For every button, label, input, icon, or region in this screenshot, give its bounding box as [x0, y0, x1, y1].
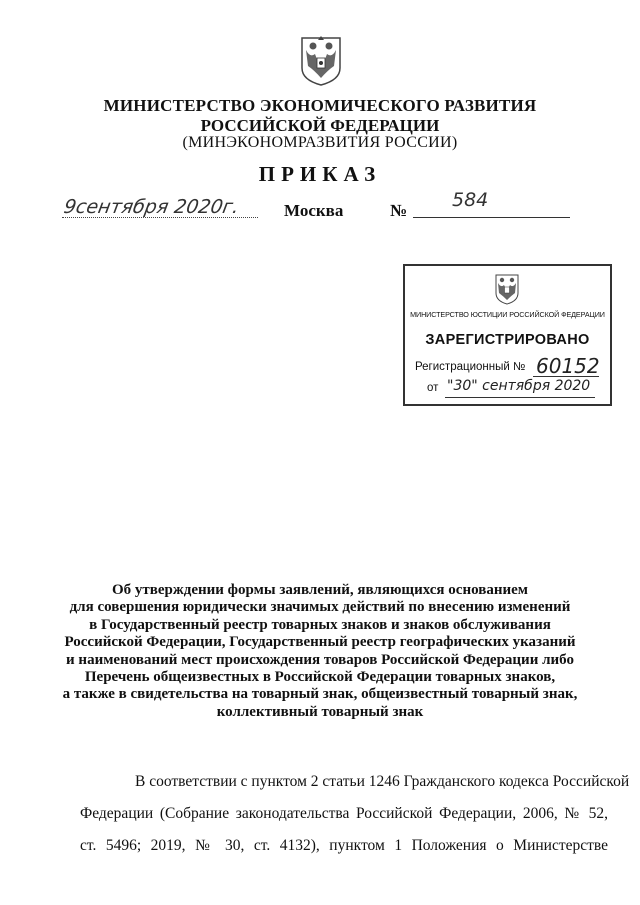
body-line: Федерации (Собрание законодательства Российской Федерации, 2006, № 52,	[80, 805, 608, 822]
document-type-title: ПРИКАЗ	[258, 162, 382, 186]
ministry-name-line2: РОССИЙСКОЙ ФЕДЕРАЦИИ	[200, 116, 440, 135]
subject-line: Об утверждении формы заявлений, являющихся основанием	[111, 582, 528, 598]
order-number-handwritten: 584	[452, 189, 489, 211]
subject-line: и наименований мест происхождения товаров Российской Федерации либо	[66, 651, 574, 668]
registration-stamp	[403, 264, 612, 406]
ministry-name-line1: МИНИСТЕРСТВО ЭКОНОМИЧЕСКОГО РАЗВИТИЯ	[103, 96, 537, 115]
stamp-reg-number-label: Регистрационный №	[415, 361, 526, 373]
body-line: ст. 5496; 2019, № 30, ст. 4132), пунктом 1 Положения о Министерстве	[80, 837, 608, 854]
stamp-from-date-value: "30" сентября 2020	[447, 378, 591, 394]
subject-line: Российской Федерации, Государственный реестр географических указаний	[64, 634, 576, 651]
subject-line: в Государственный реестр товарных знаков и знаков обслуживания	[89, 616, 551, 633]
ministry-short-name: (МИНЭКОНОМРАЗВИТИЯ РОССИИ)	[182, 134, 458, 151]
subject-line: для совершения юридически значимых действий по внесению изменений	[69, 599, 571, 616]
order-body	[80, 766, 630, 862]
subject-line: коллективный товарный знак	[216, 703, 424, 720]
number-underline	[413, 217, 570, 218]
date-underline	[62, 217, 258, 218]
order-number-label: №	[390, 201, 408, 220]
stamp-reg-number-value: 60152	[536, 354, 600, 378]
subject-line: Перечень общеизвестных в Российской Федерации товарных знаков,	[84, 669, 556, 686]
stamp-reg-number-underline	[533, 376, 599, 377]
stamp-ministry-name: МИНИСТЕРСТВО ЮСТИЦИИ РОССИЙСКОЙ ФЕДЕРАЦИИ	[410, 310, 605, 319]
body-line: В соответствии с пунктом 2 статьи 1246 Гражданского кодекса Российской	[135, 773, 630, 790]
order-subject	[60, 582, 580, 721]
stamp-from-label: от	[427, 382, 439, 394]
state-emblem-icon	[298, 32, 344, 86]
stamp-from-underline	[445, 397, 595, 398]
stamp-registered-label: ЗАРЕГИСТРИРОВАНО	[425, 332, 590, 348]
subject-line: а также в свидетельства на товарный знак, общеизвестный товарный знак,	[62, 686, 578, 703]
stamp-emblem-icon	[493, 271, 521, 305]
order-city: Москва	[284, 201, 344, 220]
order-date-handwritten: 9сентября 2020г.	[62, 196, 241, 218]
